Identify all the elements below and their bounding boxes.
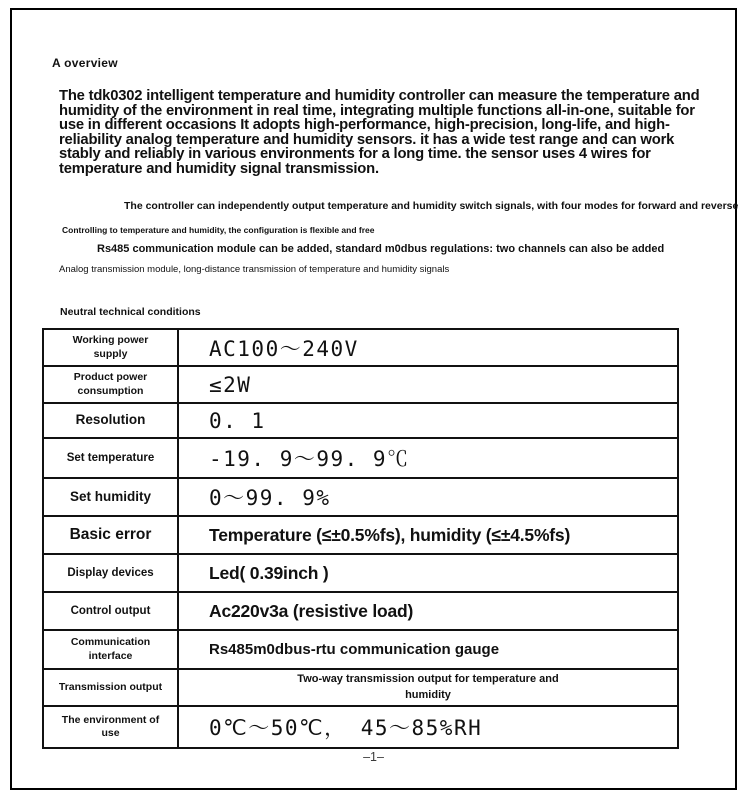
table-row — [44, 367, 677, 404]
table-row — [44, 404, 677, 439]
intro-paragraph: The tdk0302 intelligent temperature and humidity controller can measure the temperature and humidity of the environment in real time, integrating multiple functions all-in-one, suitable for use in different occasions It adopts high-performance, high-precision, long-life, and high-reliability analog temperature and humidity sensors. it has a wide test range and can work stably and reliably in various environments for a long time. the sensor uses 4 wires for temperature and humidity signal transmission. — [59, 88, 700, 177]
table-row — [44, 555, 677, 593]
spec-value: Ac220v3a (resistive load) — [209, 600, 414, 621]
spec-table — [42, 328, 679, 749]
feature-line-2: Controlling to temperature and humidity, the configuration is flexible and free — [62, 225, 375, 235]
table-row — [44, 479, 677, 517]
spec-label: Set temperature — [44, 439, 179, 477]
spec-label: Resolution — [44, 404, 179, 437]
spec-label: Transmission output — [44, 670, 179, 705]
spec-label: Product power consumption — [44, 367, 179, 402]
table-row — [44, 593, 677, 631]
spec-value: 0～99. 9% — [209, 486, 331, 510]
spec-value: Led( 0.39inch ) — [209, 562, 329, 583]
page-border — [10, 8, 737, 790]
page-number: –1– — [363, 750, 384, 764]
spec-value-text: Two-way transmission output for temperature and humidity — [297, 672, 559, 701]
table-row — [44, 439, 677, 479]
feature-line-1: The controller can independently output temperature and humidity switch signals, with four modes for forward and reverse — [124, 200, 739, 212]
spec-value — [179, 670, 677, 705]
spec-label: Communication interface — [44, 631, 179, 668]
spec-label: Display devices — [44, 555, 179, 591]
overview-heading: A overview — [52, 56, 118, 70]
spec-value: AC100～240V — [209, 336, 359, 361]
technical-conditions-heading: Neutral technical conditions — [60, 306, 201, 318]
table-row — [44, 670, 677, 707]
spec-value: Temperature (≤±0.5%fs), humidity (≤±4.5%fs) — [209, 524, 571, 545]
table-row — [44, 330, 677, 367]
table-row — [44, 631, 677, 670]
spec-label: Set humidity — [44, 479, 179, 515]
spec-label: Basic error — [44, 517, 179, 553]
spec-label: Control output — [44, 593, 179, 629]
spec-label: The environment of use — [44, 707, 179, 747]
spec-value: Rs485m0dbus-rtu communication gauge — [209, 641, 500, 658]
spec-value: 0. 1 — [209, 408, 266, 433]
feature-line-4: Analog transmission module, long-distance transmission of temperature and humidity signals — [59, 264, 450, 275]
spec-value: -19. 9～99. 9℃ — [209, 447, 410, 471]
spec-value: 0℃～50℃， 45～85%RH — [209, 716, 483, 740]
spec-value: ≤2W — [209, 372, 252, 397]
spec-label: Working power supply — [44, 330, 179, 365]
feature-line-3: Rs485 communication module can be added, standard m0dbus regulations: two channels can also be added — [97, 243, 665, 255]
table-row — [44, 707, 677, 747]
table-row — [44, 517, 677, 555]
